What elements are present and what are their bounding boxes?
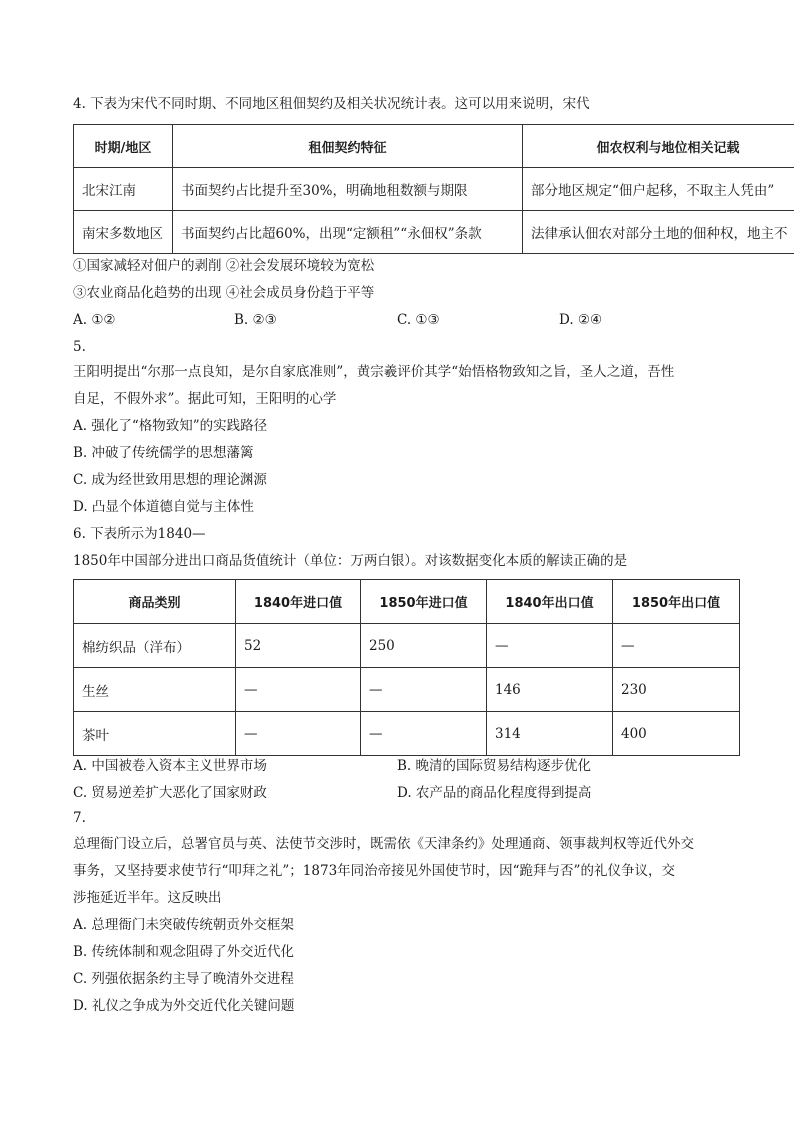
table-cell: — (236, 668, 361, 712)
q6-stem-line: 1850年中国部分进出口商品货值统计（单位：万两白银）。对该数据变化本质的解读正确的是 (73, 553, 628, 569)
q6-stem-line: 6. 下表所示为1840— (73, 526, 206, 542)
table-row (74, 211, 794, 254)
q4-stem: 4. 下表为宋代不同时期、不同地区租佃契约及相关状况统计表。这可以用来说明，宋代 (73, 96, 590, 112)
option-d[interactable]: D. ②④ (559, 312, 603, 328)
table-cell: — (361, 712, 487, 756)
table-cell: 北宋江南 (74, 168, 173, 211)
table-cell: 南宋多数地区 (74, 211, 173, 254)
option-d[interactable]: D. 凸显个体道德自觉与主体性 (73, 499, 254, 515)
table-cell: 茶叶 (74, 712, 236, 756)
table-cell: 生丝 (74, 668, 236, 712)
table-cell: — (613, 624, 740, 668)
table-header-cell: 租佃契约特征 (173, 125, 523, 168)
table-header-cell: 1840年出口值 (487, 580, 613, 624)
option-d[interactable]: D. 礼仪之争成为外交近代化关键问题 (73, 998, 295, 1014)
table-row (74, 168, 794, 211)
table-row (74, 668, 740, 712)
table-header-row (74, 580, 740, 624)
table-cell: 400 (613, 712, 740, 756)
q7-stem-line: 总理衙门设立后，总署官员与英、法使节交涉时，既需依《天津条约》处理通商、领事裁判权等近代外交 (73, 836, 694, 852)
table-cell: 146 (487, 668, 613, 712)
q4-table (73, 124, 794, 254)
option-b[interactable]: B. 传统体制和观念阻碍了外交近代化 (73, 944, 295, 960)
table-cell: — (236, 712, 361, 756)
q7-stem-line: 涉拖延近半年。这反映出 (73, 890, 222, 906)
option-a[interactable]: A. 强化了“格物致知”的实践路径 (73, 418, 268, 434)
table-cell: 314 (487, 712, 613, 756)
q7-stem-line: 事务，又坚持要求使节行“叩拜之礼”；1873年同治帝接见外国使节时，因“跪拜与否”的礼仪争议，交 (73, 863, 675, 879)
table-header-cell: 时期/地区 (74, 125, 173, 168)
table-header-cell: 商品类别 (74, 580, 236, 624)
table-cell: — (361, 668, 487, 712)
table-cell: 书面契约占比超60%，出现“定额租”“永佃权”条款 (173, 211, 523, 254)
table-row (74, 624, 740, 668)
q5-stem-line: 王阳明提出“尔那一点良知，是尔自家底准则”，黄宗羲评价其学“始悟格物致知之旨，圣人之道，吾性 (73, 364, 675, 380)
option-c[interactable]: C. 列强依据条约主导了晚清外交进程 (73, 971, 294, 987)
table-header-cell: 佃农权利与地位相关记载 (523, 125, 794, 168)
option-c[interactable]: C. 贸易逆差扩大恶化了国家财政 (73, 785, 267, 801)
option-a[interactable]: A. ①② (73, 312, 116, 328)
table-cell: 部分地区规定“佃户起移，不取主人凭由” (523, 168, 794, 211)
table-cell: 法律承认佃农对部分土地的佃种权，地主不 (523, 211, 794, 254)
option-b[interactable]: B. 冲破了传统儒学的思想藩篱 (73, 445, 254, 461)
option-a[interactable]: A. 总理衙门未突破传统朝贡外交框架 (73, 917, 294, 933)
table-row (74, 712, 740, 756)
table-cell: 250 (361, 624, 487, 668)
option-b[interactable]: B. 晚清的国际贸易结构逐步优化 (397, 758, 592, 774)
table-cell: 52 (236, 624, 361, 668)
option-c[interactable]: C. ①③ (397, 312, 440, 328)
table-cell: 书面契约占比提升至30%，明确地租数额与期限 (173, 168, 523, 211)
q6-table (73, 579, 740, 756)
option-b[interactable]: B. ②③ (234, 312, 277, 328)
table-cell: 230 (613, 668, 740, 712)
table-cell: — (487, 624, 613, 668)
table-header-cell: 1840年进口值 (236, 580, 361, 624)
option-d[interactable]: D. 农产品的商品化程度得到提高 (397, 785, 592, 801)
q4-statement: ③农业商品化趋势的出现 ④社会成员身份趋于平等 (73, 285, 375, 301)
option-c[interactable]: C. 成为经世致用思想的理论渊源 (73, 472, 267, 488)
q4-statement: ①国家减轻对佃户的剥削 ②社会发展环境较为宽松 (73, 258, 375, 274)
q5-stem-line: 自足，不假外求”。据此可知，王阳明的心学 (73, 391, 337, 407)
table-header-cell: 1850年进口值 (361, 580, 487, 624)
option-a[interactable]: A. 中国被卷入资本主义世界市场 (73, 758, 267, 774)
table-header-cell: 1850年出口值 (613, 580, 740, 624)
table-header-row (74, 125, 794, 168)
q5-number: 5. (73, 339, 86, 355)
table-cell: 棉纺织品（洋布） (74, 624, 236, 668)
q7-number: 7. (73, 810, 86, 826)
